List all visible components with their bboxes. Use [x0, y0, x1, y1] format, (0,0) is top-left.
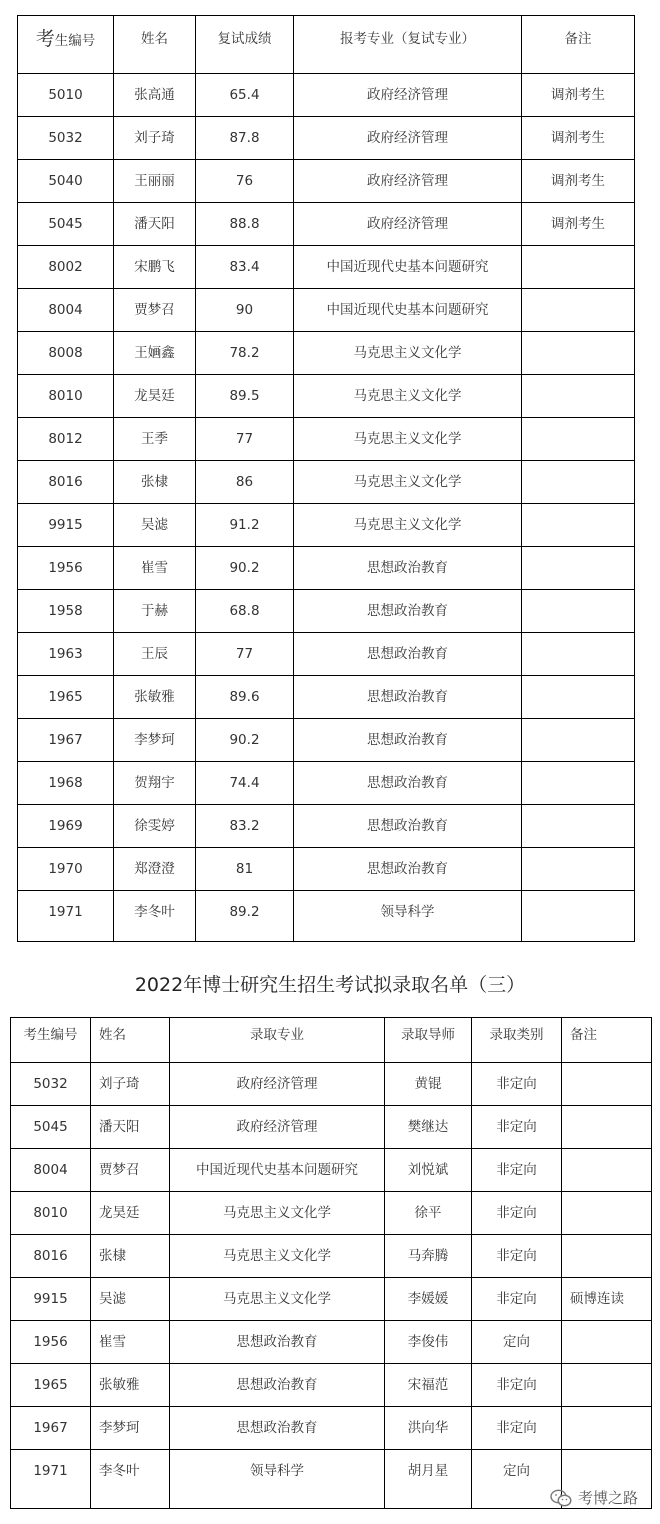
cell-candidate-id: 1967 — [18, 719, 114, 762]
cell-remark — [522, 375, 635, 418]
table-row — [18, 805, 635, 848]
cell-score: 90 — [196, 289, 294, 332]
cell-advisor: 李媛媛 — [385, 1278, 472, 1321]
cell-score: 81 — [196, 848, 294, 891]
header-name: 姓名 — [91, 1018, 170, 1063]
cell-remark — [562, 1063, 652, 1106]
cell-candidate-id: 1956 — [18, 547, 114, 590]
watermark-text: 考博之路 — [577, 1489, 638, 1507]
cell-major: 领导科学 — [294, 891, 522, 942]
cell-score: 77 — [196, 418, 294, 461]
cell-name: 李梦珂 — [91, 1407, 170, 1450]
cell-candidate-id: 1969 — [18, 805, 114, 848]
cell-candidate-id: 5045 — [11, 1106, 91, 1149]
cell-name: 李冬叶 — [91, 1450, 170, 1509]
cell-name: 于赫 — [114, 590, 196, 633]
cell-candidate-id: 8016 — [11, 1235, 91, 1278]
preliminary-score-table — [17, 15, 635, 942]
cell-major: 思想政治教育 — [294, 547, 522, 590]
cell-advisor: 黄锟 — [385, 1063, 472, 1106]
cell-candidate-id: 1971 — [11, 1450, 91, 1509]
cell-score: 87.8 — [196, 117, 294, 160]
cell-major: 政府经济管理 — [294, 160, 522, 203]
cell-candidate-id: 1958 — [18, 590, 114, 633]
table-row — [11, 1106, 652, 1149]
cell-admitted-major: 领导科学 — [170, 1450, 385, 1509]
cell-admission-type: 定向 — [472, 1321, 562, 1364]
cell-admission-type: 非定向 — [472, 1149, 562, 1192]
cell-remark — [522, 762, 635, 805]
wechat-icon — [550, 1489, 572, 1507]
cell-remark — [522, 504, 635, 547]
cell-admitted-major: 思想政治教育 — [170, 1407, 385, 1450]
table-row — [11, 1278, 652, 1321]
cell-admitted-major: 马克思主义文化学 — [170, 1235, 385, 1278]
cell-advisor: 宋福范 — [385, 1364, 472, 1407]
table-row — [18, 848, 635, 891]
cell-candidate-id: 5010 — [18, 74, 114, 117]
table-row — [11, 1149, 652, 1192]
cell-score: 90.2 — [196, 547, 294, 590]
cell-admission-type: 非定向 — [472, 1192, 562, 1235]
cell-admitted-major: 思想政治教育 — [170, 1321, 385, 1364]
cell-admission-type: 非定向 — [472, 1407, 562, 1450]
table-row — [18, 332, 635, 375]
cell-major: 思想政治教育 — [294, 590, 522, 633]
cell-remark — [522, 332, 635, 375]
cell-score: 90.2 — [196, 719, 294, 762]
cell-advisor: 胡月星 — [385, 1450, 472, 1509]
table-row — [18, 418, 635, 461]
table-row — [18, 203, 635, 246]
table-row — [11, 1407, 652, 1450]
admission-list-table — [10, 1017, 652, 1509]
cell-candidate-id: 8012 — [18, 418, 114, 461]
cell-candidate-id: 5040 — [18, 160, 114, 203]
cell-remark — [522, 633, 635, 676]
cell-candidate-id: 9915 — [11, 1278, 91, 1321]
cell-major: 马克思主义文化学 — [294, 418, 522, 461]
cell-major: 政府经济管理 — [294, 74, 522, 117]
cell-admitted-major: 政府经济管理 — [170, 1063, 385, 1106]
cell-remark — [522, 590, 635, 633]
cell-major: 政府经济管理 — [294, 203, 522, 246]
cell-name: 张高通 — [114, 74, 196, 117]
cell-score: 89.6 — [196, 676, 294, 719]
cell-advisor: 刘悦斌 — [385, 1149, 472, 1192]
table-row — [18, 117, 635, 160]
cell-major: 政府经济管理 — [294, 117, 522, 160]
header-admission-type: 录取类别 — [472, 1018, 562, 1063]
cell-remark: 调剂考生 — [522, 203, 635, 246]
cell-name: 张棣 — [91, 1235, 170, 1278]
table-row — [18, 246, 635, 289]
cell-score: 65.4 — [196, 74, 294, 117]
cell-name: 李冬叶 — [114, 891, 196, 942]
cell-major: 思想政治教育 — [294, 719, 522, 762]
cell-admission-type: 定向 — [472, 1450, 562, 1509]
cell-name: 潘天阳 — [91, 1106, 170, 1149]
cell-admitted-major: 马克思主义文化学 — [170, 1278, 385, 1321]
cell-remark — [522, 289, 635, 332]
cell-name: 贾梦召 — [91, 1149, 170, 1192]
cell-candidate-id: 1967 — [11, 1407, 91, 1450]
table-row — [18, 547, 635, 590]
cell-name: 龙昊廷 — [91, 1192, 170, 1235]
cell-major: 中国近现代史基本问题研究 — [294, 246, 522, 289]
table-row — [18, 289, 635, 332]
cell-advisor: 马奔腾 — [385, 1235, 472, 1278]
cell-admission-type: 非定向 — [472, 1106, 562, 1149]
cell-major: 马克思主义文化学 — [294, 504, 522, 547]
cell-score: 89.2 — [196, 891, 294, 942]
cell-candidate-id: 1956 — [11, 1321, 91, 1364]
cell-name: 崔雪 — [114, 547, 196, 590]
cell-remark: 调剂考生 — [522, 160, 635, 203]
cell-name: 王辰 — [114, 633, 196, 676]
header-admitted-major: 录取专业 — [170, 1018, 385, 1063]
watermark — [550, 1487, 638, 1508]
cell-admission-type: 非定向 — [472, 1364, 562, 1407]
cell-name: 宋鹏飞 — [114, 246, 196, 289]
cell-remark — [562, 1192, 652, 1235]
cell-name: 王丽丽 — [114, 160, 196, 203]
cell-score: 76 — [196, 160, 294, 203]
cell-advisor: 李俊伟 — [385, 1321, 472, 1364]
cell-candidate-id: 1968 — [18, 762, 114, 805]
table-row — [18, 762, 635, 805]
cell-score: 83.2 — [196, 805, 294, 848]
table-row — [11, 1192, 652, 1235]
cell-admitted-major: 马克思主义文化学 — [170, 1192, 385, 1235]
table-row — [11, 1364, 652, 1407]
table1-header-row — [18, 16, 635, 74]
cell-admitted-major: 思想政治教育 — [170, 1364, 385, 1407]
table-row — [11, 1235, 652, 1278]
cell-major: 马克思主义文化学 — [294, 461, 522, 504]
header-advisor: 录取导师 — [385, 1018, 472, 1063]
cell-candidate-id: 1965 — [11, 1364, 91, 1407]
cell-name: 张敏雅 — [91, 1364, 170, 1407]
cell-name: 贺翔宇 — [114, 762, 196, 805]
cell-candidate-id: 1971 — [18, 891, 114, 942]
cell-remark — [522, 848, 635, 891]
table-row — [18, 719, 635, 762]
table-row — [18, 676, 635, 719]
cell-admitted-major: 政府经济管理 — [170, 1106, 385, 1149]
cell-admission-type: 非定向 — [472, 1278, 562, 1321]
cell-name: 王婳鑫 — [114, 332, 196, 375]
table-row — [18, 590, 635, 633]
cell-candidate-id: 8010 — [11, 1192, 91, 1235]
cell-major: 马克思主义文化学 — [294, 332, 522, 375]
cell-major: 思想政治教育 — [294, 848, 522, 891]
header-remark: 备注 — [522, 16, 635, 74]
cell-remark — [522, 891, 635, 942]
cell-score: 68.8 — [196, 590, 294, 633]
cell-major: 思想政治教育 — [294, 762, 522, 805]
table-row — [18, 504, 635, 547]
cell-remark — [562, 1106, 652, 1149]
cell-score: 78.2 — [196, 332, 294, 375]
cell-name: 崔雪 — [91, 1321, 170, 1364]
cell-remark: 调剂考生 — [522, 117, 635, 160]
table-row — [18, 160, 635, 203]
cell-candidate-id: 8004 — [11, 1149, 91, 1192]
cell-candidate-id: 1963 — [18, 633, 114, 676]
header-name: 姓名 — [114, 16, 196, 74]
table-row — [18, 74, 635, 117]
cell-remark — [522, 547, 635, 590]
cell-name: 吴滤 — [91, 1278, 170, 1321]
cell-score: 91.2 — [196, 504, 294, 547]
header-candidate-id: 考生编号 — [18, 16, 114, 74]
cell-name: 刘子琦 — [91, 1063, 170, 1106]
cell-score: 77 — [196, 633, 294, 676]
cell-candidate-id: 5045 — [18, 203, 114, 246]
cell-score: 86 — [196, 461, 294, 504]
cell-candidate-id: 1970 — [18, 848, 114, 891]
cell-remark — [562, 1149, 652, 1192]
cell-name: 龙昊廷 — [114, 375, 196, 418]
cell-name: 潘天阳 — [114, 203, 196, 246]
cell-candidate-id: 8010 — [18, 375, 114, 418]
cell-name: 张敏雅 — [114, 676, 196, 719]
cell-remark — [562, 1235, 652, 1278]
cell-candidate-id: 8016 — [18, 461, 114, 504]
cell-name: 贾梦召 — [114, 289, 196, 332]
cell-remark — [522, 246, 635, 289]
table-row — [11, 1321, 652, 1364]
cell-remark: 硕博连读 — [562, 1278, 652, 1321]
cell-name: 李梦珂 — [114, 719, 196, 762]
cell-candidate-id: 1965 — [18, 676, 114, 719]
cell-major: 思想政治教育 — [294, 676, 522, 719]
cell-advisor: 洪向华 — [385, 1407, 472, 1450]
cell-remark — [522, 719, 635, 762]
cell-admission-type: 非定向 — [472, 1063, 562, 1106]
cell-candidate-id: 5032 — [18, 117, 114, 160]
cell-remark — [562, 1407, 652, 1450]
cell-major: 思想政治教育 — [294, 805, 522, 848]
table-row — [11, 1063, 652, 1106]
table-row — [18, 891, 635, 942]
header-major: 报考专业（复试专业） — [294, 16, 522, 74]
admission-list-title: 2022年博士研究生招生考试拟录取名单（三） — [134, 974, 526, 996]
cell-name: 刘子琦 — [114, 117, 196, 160]
cell-name: 王季 — [114, 418, 196, 461]
cell-remark — [522, 461, 635, 504]
cell-advisor: 徐平 — [385, 1192, 472, 1235]
cell-score: 88.8 — [196, 203, 294, 246]
cell-remark — [522, 418, 635, 461]
table-row — [18, 633, 635, 676]
cell-major: 马克思主义文化学 — [294, 375, 522, 418]
cell-remark — [562, 1321, 652, 1364]
cell-admission-type: 非定向 — [472, 1235, 562, 1278]
cell-major: 思想政治教育 — [294, 633, 522, 676]
cell-name: 郑澄澄 — [114, 848, 196, 891]
cell-name: 吴滤 — [114, 504, 196, 547]
cell-candidate-id: 5032 — [11, 1063, 91, 1106]
cell-remark: 调剂考生 — [522, 74, 635, 117]
cell-name: 徐雯婷 — [114, 805, 196, 848]
header-score: 复试成绩 — [196, 16, 294, 74]
cell-candidate-id: 8002 — [18, 246, 114, 289]
table-row — [18, 375, 635, 418]
cell-advisor: 樊继达 — [385, 1106, 472, 1149]
cell-candidate-id: 8008 — [18, 332, 114, 375]
cell-candidate-id: 8004 — [18, 289, 114, 332]
cell-admitted-major: 中国近现代史基本问题研究 — [170, 1149, 385, 1192]
table-row — [18, 461, 635, 504]
header-candidate-id: 考生编号 — [11, 1018, 91, 1063]
cell-score: 83.4 — [196, 246, 294, 289]
cell-remark — [522, 676, 635, 719]
cell-candidate-id: 9915 — [18, 504, 114, 547]
table2-header-row — [11, 1018, 652, 1063]
cell-major: 中国近现代史基本问题研究 — [294, 289, 522, 332]
header-remark: 备注 — [562, 1018, 652, 1063]
cell-remark — [562, 1364, 652, 1407]
cell-score: 89.5 — [196, 375, 294, 418]
cell-remark — [522, 805, 635, 848]
cell-name: 张棣 — [114, 461, 196, 504]
cell-score: 74.4 — [196, 762, 294, 805]
